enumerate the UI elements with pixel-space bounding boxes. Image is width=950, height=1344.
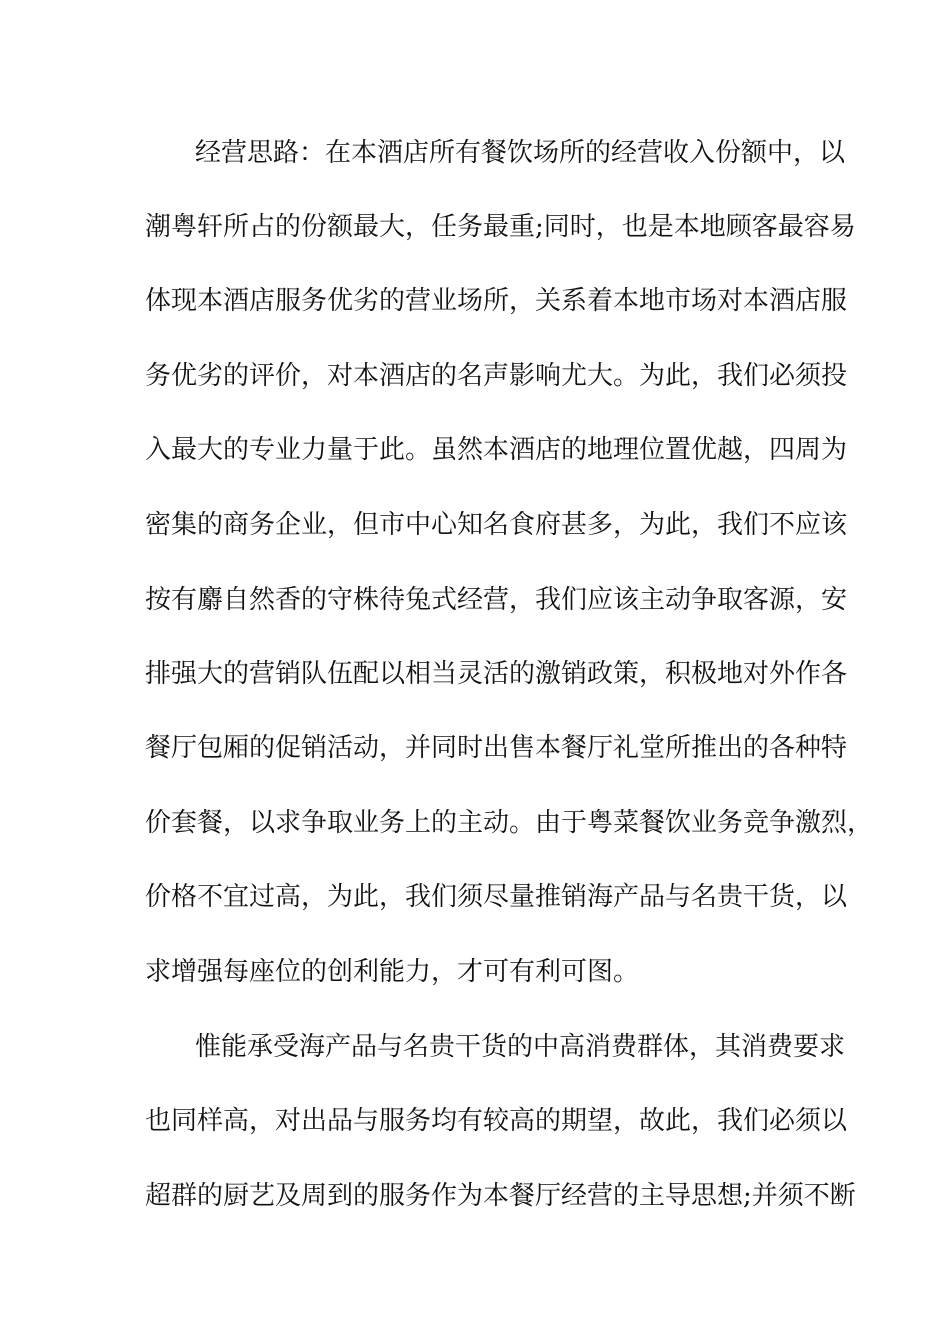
paragraph-1-line-4: 务优劣的评价，对本酒店的名声影响尤大。为此，我们必须投	[145, 361, 848, 391]
paragraph-1-line-2: 潮粤轩所占的份额最大，任务最重;同时，也是本地顾客最容易	[145, 212, 856, 242]
paragraph-1-line-5: 入最大的专业力量于此。虽然本酒店的地理位置优越，四周为	[145, 435, 848, 465]
paragraph-1-line-12: 求增强每座位的创利能力，才可有利可图。	[145, 957, 640, 987]
paragraph-1-line-6: 密集的商务企业，但市中心知名食府甚多，为此，我们不应该	[145, 510, 848, 540]
paragraph-1-line-3: 体现本酒店服务优劣的营业场所，关系着本地市场对本酒店服	[145, 286, 848, 316]
paragraph-2-line-3: 超群的厨艺及周到的服务作为本餐厅经营的主导思想;并须不断	[145, 1181, 856, 1211]
paragraph-2-line-1: 惟能承受海产品与名贵干货的中高消费群体，其消费要求	[195, 1032, 846, 1062]
paragraph-1-line-1: 经营思路：在本酒店所有餐饮场所的经营收入份额中，以	[195, 138, 846, 168]
paragraph-1-line-11: 价格不宜过高，为此，我们须尽量推销海产品与名贵干货，以	[145, 882, 848, 912]
paragraph-1-line-10: 价套餐，以求争取业务上的主动。由于粤菜餐饮业务竞争激烈，	[145, 808, 874, 838]
paragraph-1-line-7: 按有麝自然香的守株待兔式经营，我们应该主动争取客源，安	[145, 585, 848, 615]
paragraph-1-line-8: 排强大的营销队伍配以相当灵活的激销政策，积极地对外作各	[145, 659, 848, 689]
paragraph-1-line-9: 餐厅包厢的促销活动，并同时出售本餐厅礼堂所推出的各种特	[145, 733, 848, 763]
paragraph-2-line-2: 也同样高，对出品与服务均有较高的期望，故此，我们必须以	[145, 1106, 848, 1136]
